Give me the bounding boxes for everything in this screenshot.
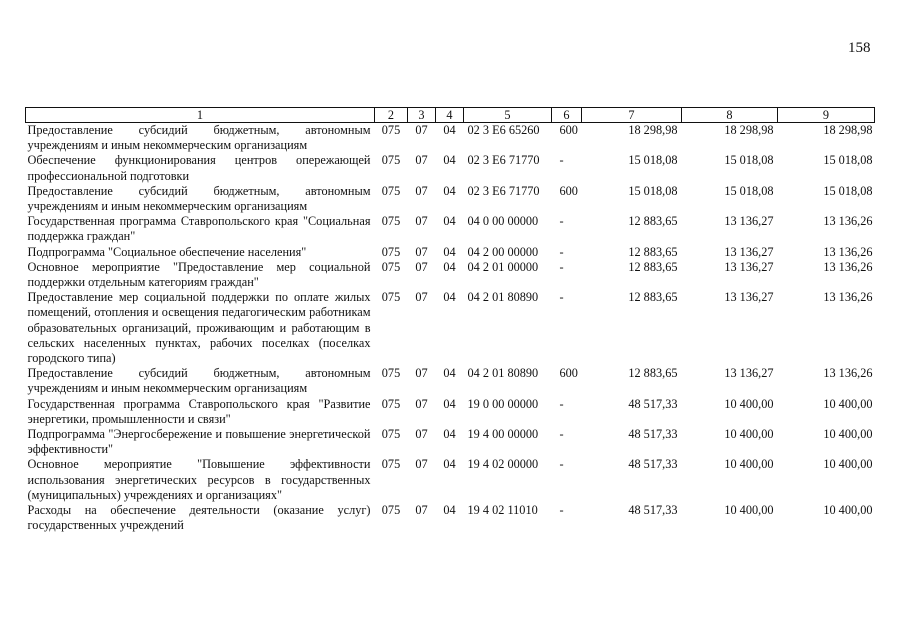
header-cell: 8 bbox=[682, 108, 778, 123]
row-target-article-cell: 19 4 02 00000 bbox=[467, 457, 539, 472]
row-expense-type-cell: - bbox=[559, 259, 564, 274]
row-expense-type-cell: 600 bbox=[559, 123, 578, 137]
row-amount-col7-cell: 12 883,65 bbox=[628, 366, 678, 381]
row-amount-col9-cell: 10 400,00 bbox=[823, 503, 873, 518]
row-code-section-cell: 07 bbox=[415, 183, 428, 198]
row-target-article-cell: 02 3 Е6 71770 bbox=[467, 153, 540, 168]
header-cell: 2 bbox=[375, 108, 408, 123]
row-code-subsection-cell: 04 bbox=[443, 427, 456, 442]
row-code-ministry-cell: 075 bbox=[381, 457, 401, 472]
row-code-subsection-cell: 04 bbox=[443, 214, 456, 229]
row-expense-type-cell: - bbox=[559, 427, 564, 442]
row-amount-col9-cell: 10 400,00 bbox=[823, 427, 873, 442]
row-code-subsection-cell: 04 bbox=[443, 123, 456, 137]
row-amount-col9-cell: 10 400,00 bbox=[823, 457, 873, 472]
table-row bbox=[26, 260, 875, 290]
row-code-ministry-cell: 075 bbox=[381, 214, 401, 229]
row-code-ministry-cell: 075 bbox=[381, 244, 401, 259]
row-code-subsection-cell: 04 bbox=[443, 259, 456, 274]
row-amount-col8-cell: 13 136,27 bbox=[724, 366, 774, 381]
row-code-section-cell: 07 bbox=[415, 153, 428, 168]
header-row bbox=[26, 108, 875, 123]
row-expense-type-cell: - bbox=[559, 503, 564, 518]
table-body bbox=[26, 123, 875, 534]
row-amount-col8-cell: 10 400,00 bbox=[724, 503, 774, 518]
row-amount-col7-cell: 48 517,33 bbox=[628, 503, 678, 518]
table-row bbox=[26, 397, 875, 427]
row-code-ministry-cell: 075 bbox=[381, 183, 401, 198]
row-amount-col8-cell: 13 136,27 bbox=[724, 290, 774, 305]
table-row bbox=[26, 214, 875, 244]
row-amount-col9-cell: 13 136,26 bbox=[823, 214, 873, 229]
row-code-section-cell: 07 bbox=[415, 457, 428, 472]
row-expense-type-cell: - bbox=[559, 457, 564, 472]
header-cell: 4 bbox=[436, 108, 464, 123]
header-cell: 9 bbox=[778, 108, 875, 123]
row-code-ministry-cell: 075 bbox=[381, 123, 401, 137]
row-target-article-cell: 04 2 01 80890 bbox=[467, 290, 539, 305]
row-amount-col7-cell: 18 298,98 bbox=[628, 123, 678, 137]
row-amount-col9-cell: 13 136,26 bbox=[823, 290, 873, 305]
row-amount-col8-cell: 15 018,08 bbox=[724, 153, 774, 168]
row-amount-col8-cell: 15 018,08 bbox=[724, 183, 774, 198]
row-amount-col7-cell: 12 883,65 bbox=[628, 259, 678, 274]
row-name-cell: Основное мероприятие "Предоставление мер социальной поддержки отдельным категориям граждан" bbox=[27, 259, 371, 290]
row-code-section-cell: 07 bbox=[415, 290, 428, 305]
row-name-cell: Государственная программа Ставропольского края "Развитие энергетики, промышленности и связи" bbox=[27, 396, 371, 426]
row-amount-col9-cell: 18 298,98 bbox=[823, 123, 873, 137]
table-row bbox=[26, 184, 875, 214]
row-amount-col7-cell: 12 883,65 bbox=[628, 214, 678, 229]
row-amount-col7-cell: 15 018,08 bbox=[628, 153, 678, 168]
table-row bbox=[26, 290, 875, 366]
row-code-subsection-cell: 04 bbox=[443, 396, 456, 411]
row-name-cell: Государственная программа Ставропольского края "Социальная поддержка граждан" bbox=[27, 214, 371, 244]
header-cell: 3 bbox=[408, 108, 436, 123]
row-code-ministry-cell: 075 bbox=[381, 290, 401, 305]
header-cell: 7 bbox=[582, 108, 682, 123]
row-expense-type-cell: 600 bbox=[559, 366, 578, 381]
row-name-cell: Подпрограмма "Социальное обеспечение населения" bbox=[27, 244, 307, 259]
table-row bbox=[26, 153, 875, 183]
row-code-subsection-cell: 04 bbox=[443, 153, 456, 168]
row-amount-col8-cell: 10 400,00 bbox=[724, 457, 774, 472]
row-amount-col7-cell: 48 517,33 bbox=[628, 427, 678, 442]
row-target-article-cell: 19 4 02 11010 bbox=[467, 503, 538, 518]
header-cell: 1 bbox=[26, 108, 375, 123]
row-name-cell: Предоставление субсидий бюджетным, автономным учреждениям и иным некоммерческим организациям bbox=[27, 123, 371, 153]
row-code-section-cell: 07 bbox=[415, 123, 428, 137]
header-cell: 5 bbox=[464, 108, 552, 123]
row-name-cell: Основное мероприятие "Повышение эффективности использования энергетических ресурсов в государственных (муниципальных) учреждениях и организациях" bbox=[27, 457, 371, 502]
row-name-cell: Предоставление субсидий бюджетным, автономным учреждениям и иным некоммерческим организациям bbox=[27, 366, 371, 396]
budget-table bbox=[25, 107, 875, 533]
row-code-ministry-cell: 075 bbox=[381, 366, 401, 381]
row-name-cell: Обеспечение функционирования центров опережающей профессиональной подготовки bbox=[27, 153, 371, 183]
row-code-subsection-cell: 04 bbox=[443, 366, 456, 381]
row-amount-col9-cell: 10 400,00 bbox=[823, 396, 873, 411]
row-code-section-cell: 07 bbox=[415, 503, 428, 518]
table-row bbox=[26, 123, 875, 154]
row-amount-col7-cell: 12 883,65 bbox=[628, 244, 678, 259]
row-target-article-cell: 02 3 Е6 65260 bbox=[467, 123, 540, 137]
row-amount-col8-cell: 10 400,00 bbox=[724, 427, 774, 442]
row-amount-col9-cell: 15 018,08 bbox=[823, 153, 873, 168]
row-code-ministry-cell: 075 bbox=[381, 427, 401, 442]
table-row bbox=[26, 245, 875, 260]
row-code-section-cell: 07 bbox=[415, 244, 428, 259]
row-code-subsection-cell: 04 bbox=[443, 290, 456, 305]
row-amount-col9-cell: 13 136,26 bbox=[823, 259, 873, 274]
table-row bbox=[26, 457, 875, 503]
row-expense-type-cell: - bbox=[559, 290, 564, 305]
row-name-cell: Предоставление мер социальной поддержки по оплате жилых помещений, отопления и освещения педагогическим работникам образовательных организаций, проживающим и работающим в сельских населенных пунктах, рабочих поселках (поселках городского типа) bbox=[27, 290, 371, 366]
row-amount-col8-cell: 10 400,00 bbox=[724, 396, 774, 411]
row-code-section-cell: 07 bbox=[415, 366, 428, 381]
row-name-cell: Подпрограмма "Энергосбережение и повышение энергетической эффективности" bbox=[27, 427, 371, 457]
row-code-ministry-cell: 075 bbox=[381, 259, 401, 274]
row-target-article-cell: 04 0 00 00000 bbox=[467, 214, 539, 229]
row-expense-type-cell: - bbox=[559, 396, 564, 411]
row-target-article-cell: 04 2 00 00000 bbox=[467, 244, 539, 259]
table-header bbox=[26, 108, 875, 123]
row-code-section-cell: 07 bbox=[415, 396, 428, 411]
row-target-article-cell: 19 4 00 00000 bbox=[467, 427, 539, 442]
row-name-cell: Предоставление субсидий бюджетным, автономным учреждениям и иным некоммерческим организациям bbox=[27, 183, 371, 214]
table-row bbox=[26, 366, 875, 396]
row-amount-col8-cell: 13 136,27 bbox=[724, 244, 774, 259]
table-row bbox=[26, 427, 875, 457]
row-amount-col8-cell: 18 298,98 bbox=[724, 123, 774, 137]
page-number: 158 bbox=[848, 40, 871, 56]
row-expense-type-cell: - bbox=[559, 153, 564, 168]
row-amount-col7-cell: 48 517,33 bbox=[628, 396, 678, 411]
row-expense-type-cell: 600 bbox=[559, 183, 578, 198]
row-target-article-cell: 19 0 00 00000 bbox=[467, 396, 539, 411]
row-target-article-cell: 04 2 01 80890 bbox=[467, 366, 539, 381]
row-amount-col9-cell: 13 136,26 bbox=[823, 366, 873, 381]
row-amount-col7-cell: 12 883,65 bbox=[628, 290, 678, 305]
row-code-ministry-cell: 075 bbox=[381, 153, 401, 168]
row-amount-col9-cell: 15 018,08 bbox=[823, 183, 873, 198]
row-amount-col7-cell: 15 018,08 bbox=[628, 183, 678, 198]
row-amount-col8-cell: 13 136,27 bbox=[724, 214, 774, 229]
row-expense-type-cell: - bbox=[559, 244, 564, 259]
row-code-subsection-cell: 04 bbox=[443, 183, 456, 198]
header-cell: 6 bbox=[552, 108, 582, 123]
row-amount-col8-cell: 13 136,27 bbox=[724, 259, 774, 274]
row-code-subsection-cell: 04 bbox=[443, 244, 456, 259]
row-code-subsection-cell: 04 bbox=[443, 503, 456, 518]
row-name-cell: Расходы на обеспечение деятельности (оказание услуг) государственных учреждений bbox=[27, 503, 371, 533]
row-code-subsection-cell: 04 bbox=[443, 457, 456, 472]
row-code-ministry-cell: 075 bbox=[381, 396, 401, 411]
row-target-article-cell: 02 3 Е6 71770 bbox=[467, 183, 540, 198]
row-code-section-cell: 07 bbox=[415, 259, 428, 274]
row-code-section-cell: 07 bbox=[415, 214, 428, 229]
row-code-ministry-cell: 075 bbox=[381, 503, 401, 518]
row-amount-col9-cell: 13 136,26 bbox=[823, 244, 873, 259]
row-target-article-cell: 04 2 01 00000 bbox=[467, 259, 539, 274]
row-code-section-cell: 07 bbox=[415, 427, 428, 442]
row-expense-type-cell: - bbox=[559, 214, 564, 229]
row-amount-col7-cell: 48 517,33 bbox=[628, 457, 678, 472]
table-row bbox=[26, 503, 875, 533]
